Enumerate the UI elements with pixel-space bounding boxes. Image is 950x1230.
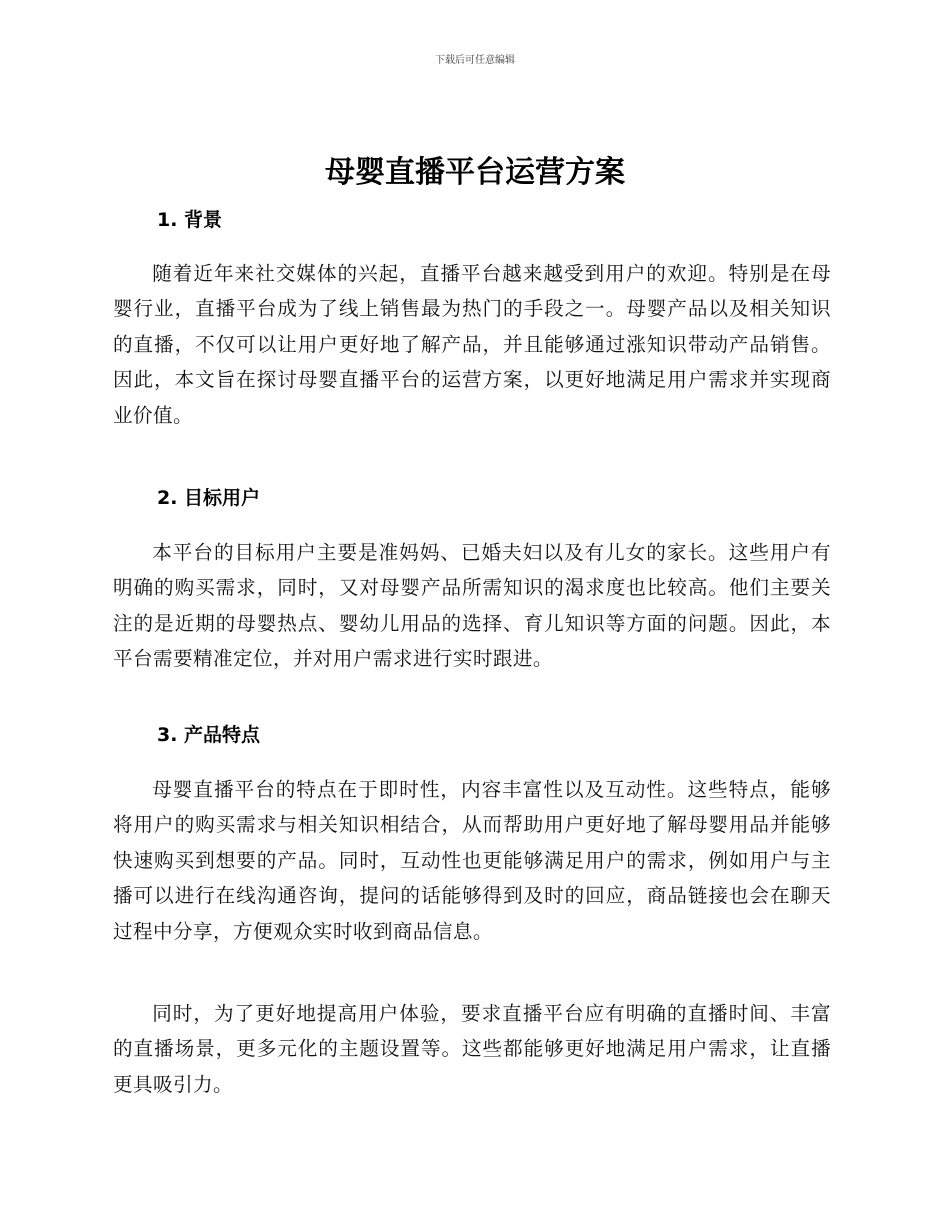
header-note: 下载后可任意编辑 [435,55,515,66]
document-title: 母婴直播平台运营方案 [325,155,625,190]
paragraph-target-users: 本平台的目标用户主要是准妈妈、已婚夫妇以及有儿女的家长。这些用户有明确的购买需求，同时，又对母婴产品所需知识的渴求度也比较高。他们主要关注的是近期的母婴热点、婴幼儿用品的选择、育儿知识等方面的问题。因此，本平台需要精准定位，并对用户需求进行实时跟进。 [113,541,831,671]
section-heading-target-users: 2. 目标用户 [157,487,261,509]
paragraph-product-features-1: 母婴直播平台的特点在于即时性，内容丰富性以及互动性。这些特点，能够将用户的购买需求与相关知识相结合，从而帮助用户更好地了解母婴用品并能够快速购买到想要的产品。同时，互动性也更能够满足用户的需求，例如用户与主播可以进行在线沟通咨询，提问的话能够得到及时的回应，商品链接也会在聊天过程中分享，方便观众实时收到商品信息。 [113,778,831,943]
section-heading-product-features: 3. 产品特点 [157,724,261,746]
section-heading-background: 1. 背景 [157,209,223,231]
paragraph-product-features-2: 同时，为了更好地提高用户体验，要求直播平台应有明确的直播时间、丰富的直播场景，更多元化的主题设置等。这些都能够更好地满足用户需求，让直播更具吸引力。 [113,1002,831,1096]
paragraph-background: 随着近年来社交媒体的兴起，直播平台越来越受到用户的欢迎。特别是在母婴行业，直播平台成为了线上销售最为热门的手段之一。母婴产品以及相关知识的直播，不仅可以让用户更好地了解产品，并且能够通过涨知识带动产品销售。因此，本文旨在探讨母婴直播平台的运营方案，以更好地满足用户需求并实现商业价值。 [113,262,831,427]
